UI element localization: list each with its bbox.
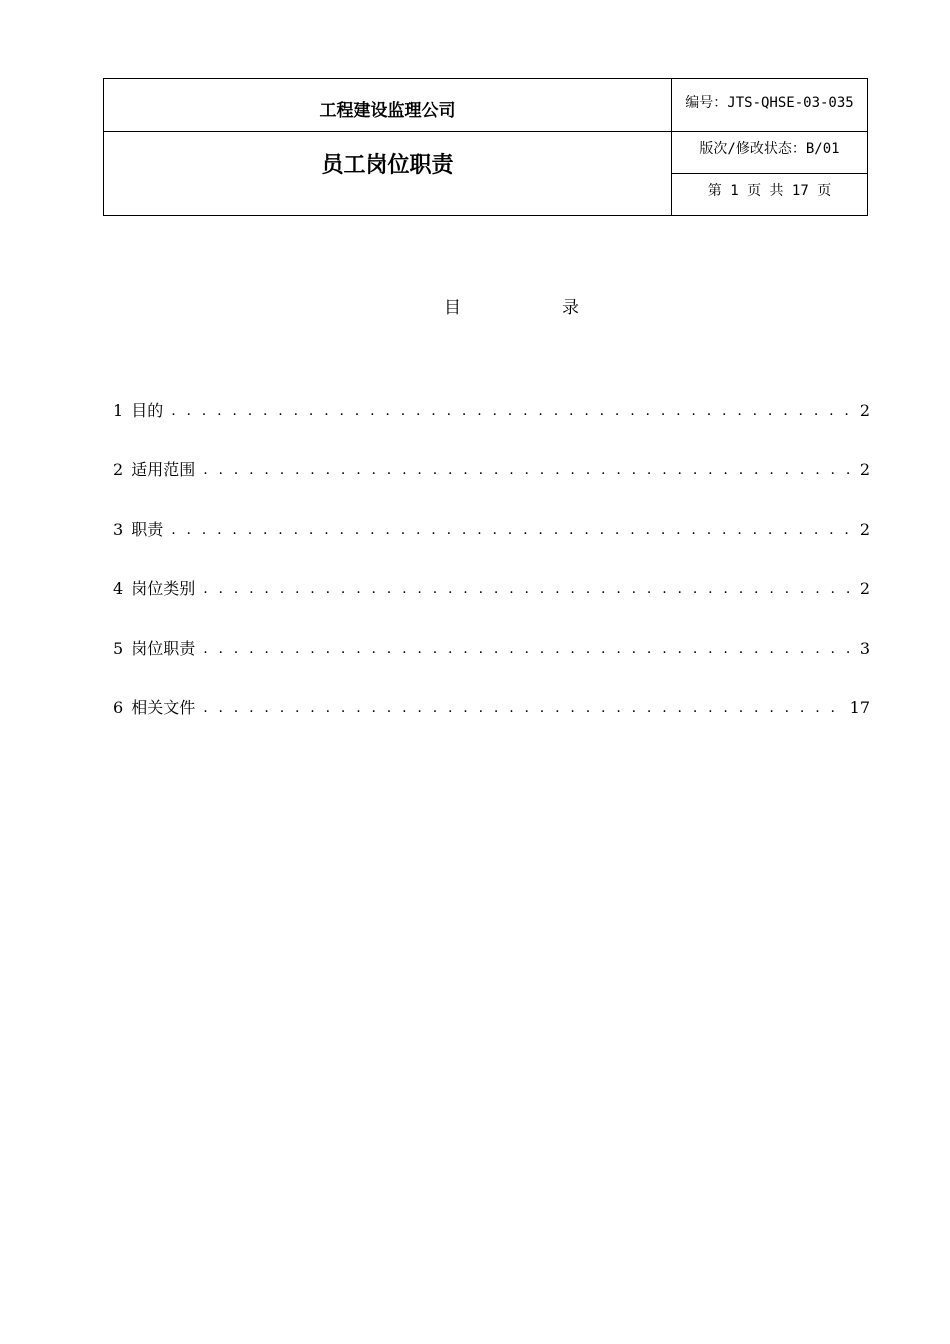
- toc-entry-position-categories[interactable]: [113, 577, 870, 636]
- header-left-column: [104, 79, 672, 215]
- toc-entry-page: 3: [859, 638, 870, 658]
- toc-entry-title: 相关文件: [131, 697, 196, 717]
- document-code: 编号：JTS-QHSE-03-035: [672, 79, 867, 132]
- toc-entry-page: 17: [849, 697, 870, 717]
- toc-heading-char-2: 录: [562, 298, 579, 318]
- toc-entry-number: 6: [113, 697, 124, 717]
- page-info: 第 1 页 共 17 页: [707, 183, 832, 199]
- toc-entry-number: 5: [113, 638, 124, 658]
- toc-heading: [0, 293, 950, 319]
- toc-entry-scope[interactable]: [113, 458, 870, 517]
- toc-leader-dots: [171, 399, 850, 423]
- toc-heading-char-1: 目: [444, 298, 461, 318]
- toc-leader-dots: [203, 696, 841, 720]
- toc-entry-number: 4: [113, 579, 124, 599]
- toc-entry-related-documents[interactable]: [113, 696, 870, 755]
- toc-entry-page: 2: [859, 519, 870, 539]
- toc-entry-position-duties[interactable]: [113, 637, 870, 696]
- toc-list: [113, 399, 870, 755]
- toc-entry-number: 2: [113, 460, 124, 480]
- toc-entry-page: 2: [859, 579, 870, 599]
- toc-entry-title: 岗位职责: [131, 638, 196, 658]
- document-header-table: [103, 78, 868, 216]
- toc-entry-purpose[interactable]: [113, 399, 870, 458]
- toc-entry-title: 目的: [131, 401, 164, 420]
- toc-leader-dots: [203, 458, 850, 482]
- toc-entry-page: 2: [859, 401, 870, 420]
- toc-leader-dots: [171, 518, 850, 542]
- toc-entry-number: 3: [113, 519, 124, 539]
- version-status: 版次/修改状态：B/01: [672, 132, 867, 174]
- company-name: 工程建设监理公司: [104, 79, 671, 132]
- toc-entry-number: 1: [113, 401, 124, 420]
- toc-leader-dots: [203, 637, 850, 661]
- document-title: 员工岗位职责: [321, 153, 454, 178]
- toc-entry-page: 2: [859, 460, 870, 480]
- toc-entry-title: 职责: [131, 519, 164, 539]
- toc-entry-title: 适用范围: [131, 460, 196, 480]
- toc-entry-responsibilities[interactable]: [113, 518, 870, 577]
- header-right-column: [672, 79, 867, 215]
- toc-entry-title: 岗位类别: [131, 579, 196, 599]
- toc-leader-dots: [203, 577, 850, 601]
